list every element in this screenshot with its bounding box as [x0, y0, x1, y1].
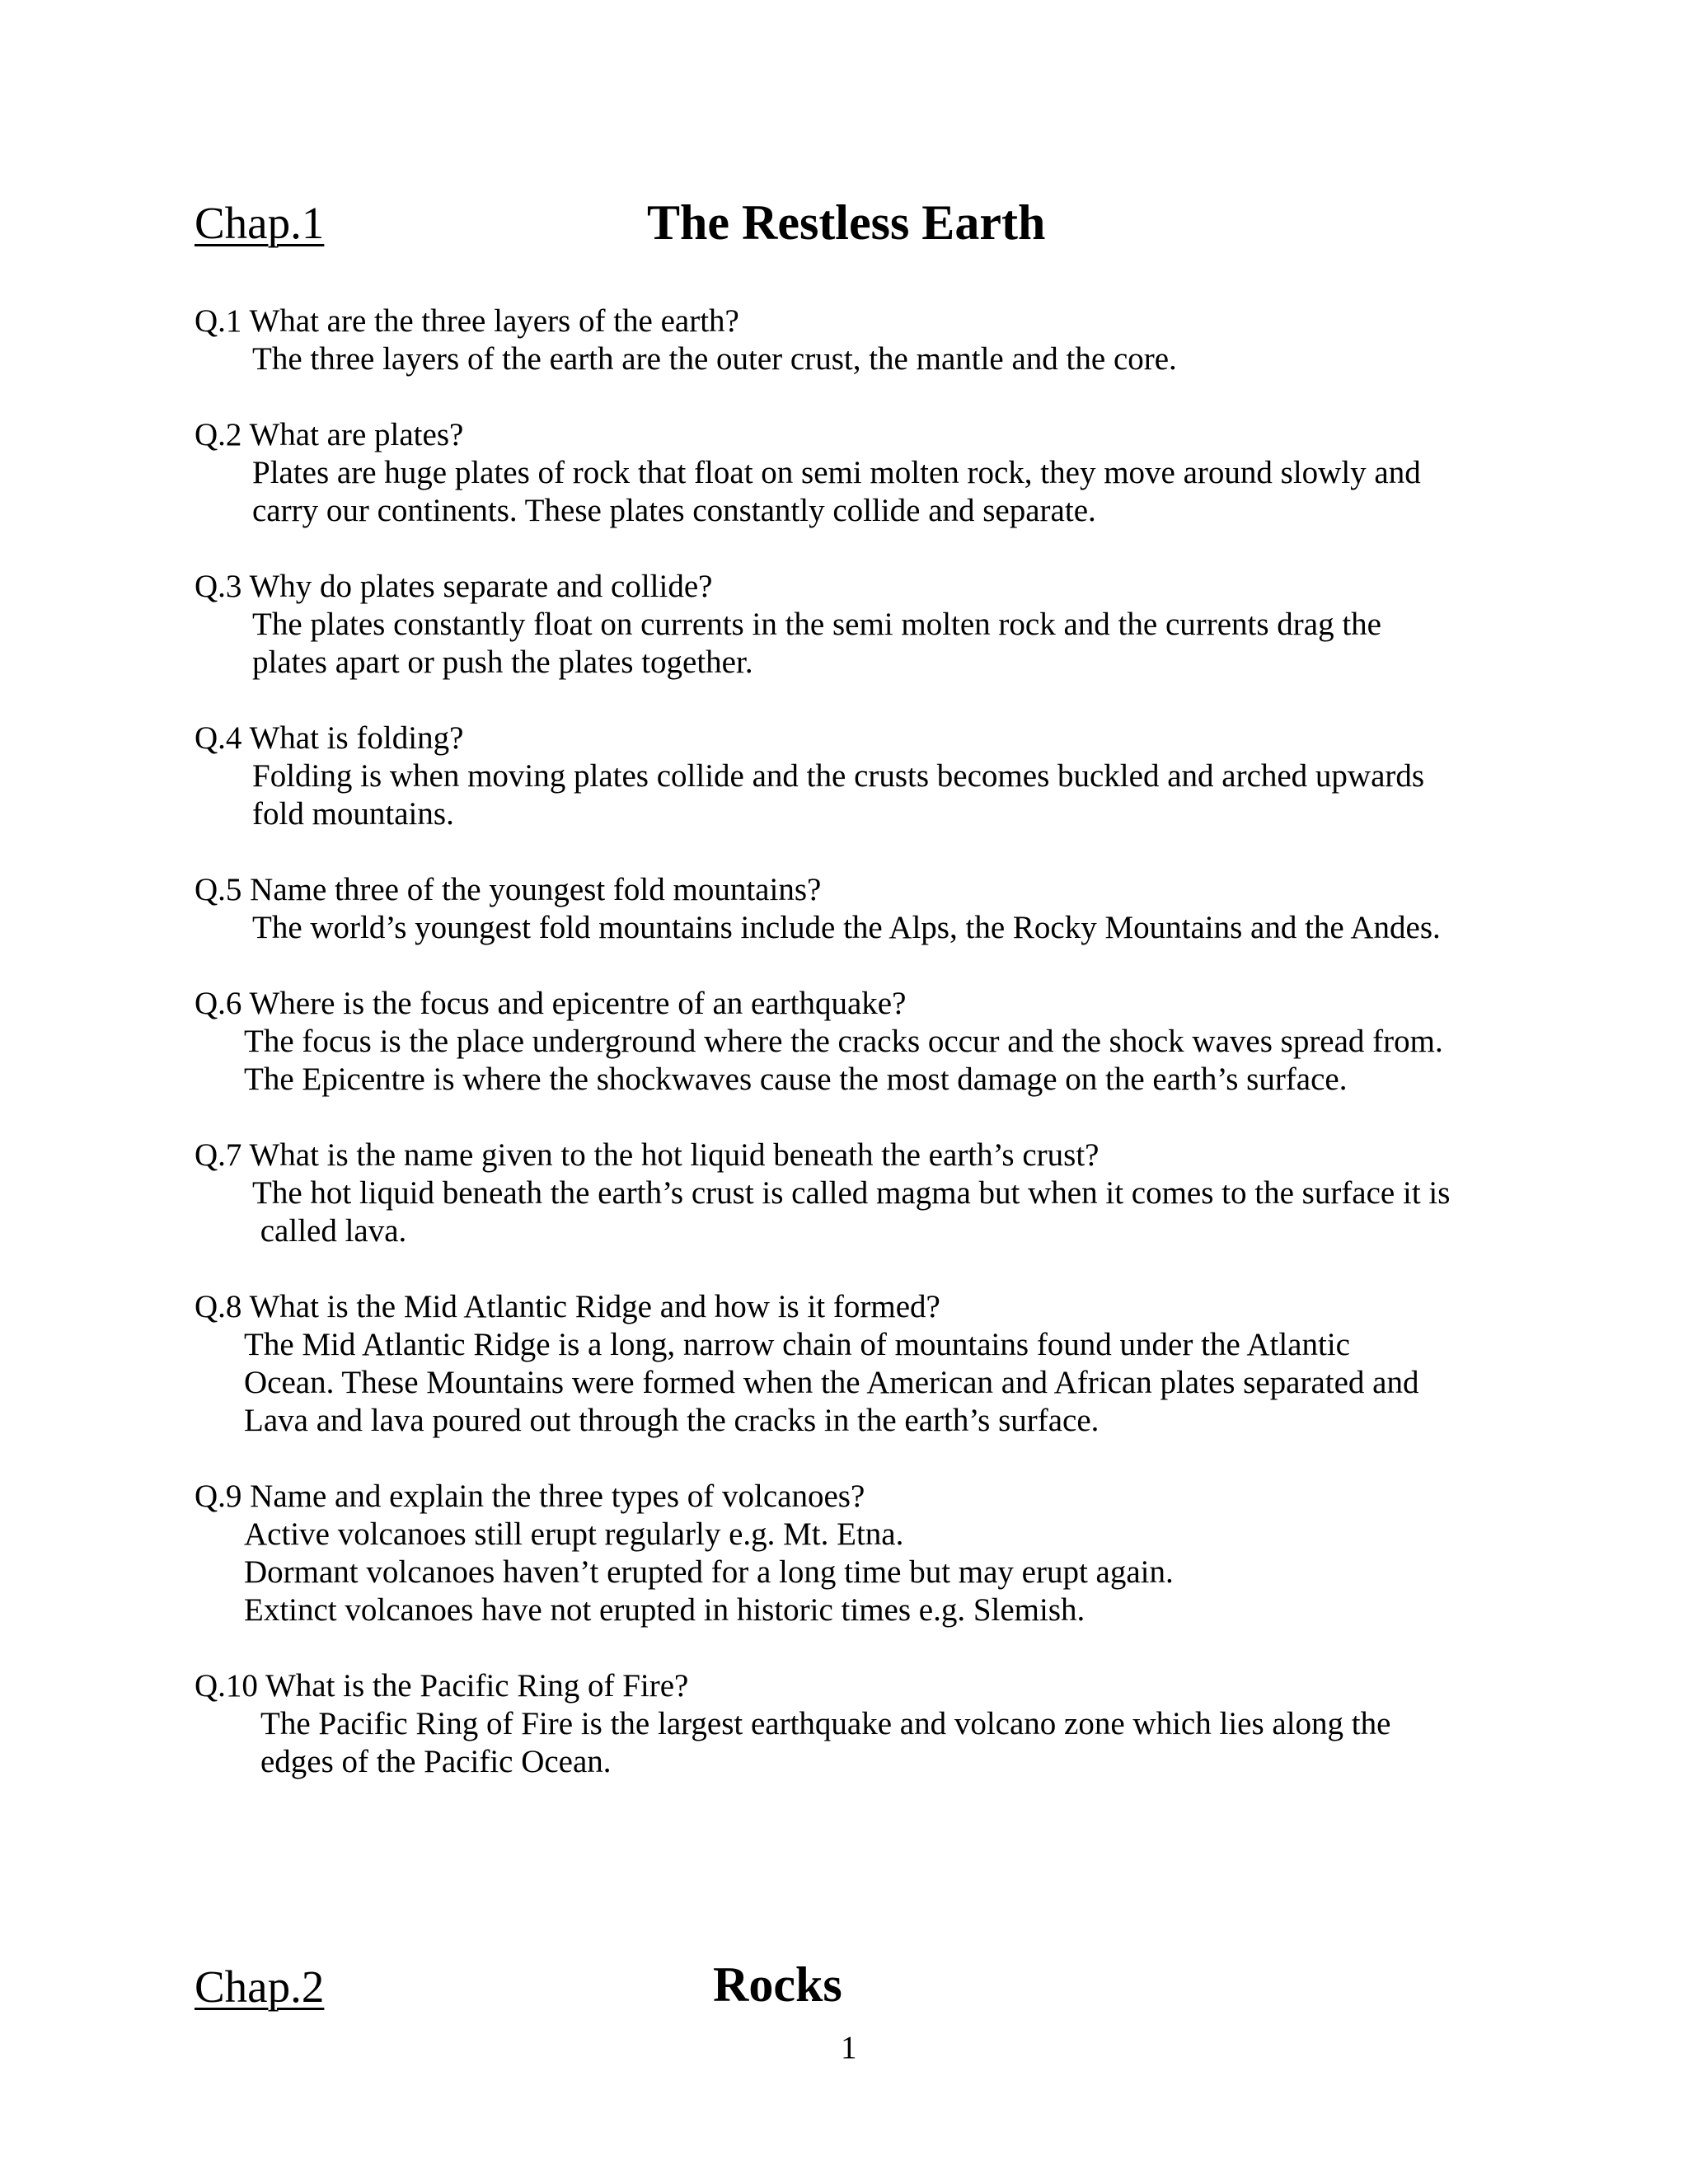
question-3: Q.3 Why do plates separate and collide? [195, 569, 713, 604]
qa-item-6 [195, 985, 1530, 1099]
qa-item-9 [195, 1478, 1530, 1629]
page-number: 1 [841, 2030, 857, 2065]
qa-item-4 [195, 719, 1530, 833]
answer-4-line-1: Folding is when moving plates collide and the crusts becomes buckled and arched upwards [252, 758, 1425, 794]
answer-1-line-1: The three layers of the earth are the outer crust, the mantle and the core. [252, 341, 1177, 377]
chapter-2-label: Chap.2 [195, 1961, 325, 2012]
qa-item-8 [195, 1288, 1530, 1440]
answer-3-line-1: The plates constantly float on currents in the semi molten rock and the currents drag the [252, 607, 1381, 642]
question-2: Q.2 What are plates? [195, 417, 464, 452]
question-10: Q.10 What is the Pacific Ring of Fire? [195, 1668, 689, 1704]
qa-item-2 [195, 416, 1530, 530]
answer-7-line-2: called lava. [252, 1213, 407, 1249]
answer-10-line-1: The Pacific Ring of Fire is the largest earthquake and volcano zone which lies along the [260, 1706, 1391, 1741]
answer-8-line-2: Ocean. These Mountains were formed when the American and African plates separated and [244, 1365, 1419, 1400]
answer-6-line-1: The focus is the place underground where the cracks occur and the shock waves spread from. [244, 1024, 1443, 1059]
qa-item-1 [195, 302, 1530, 378]
answer-3-line-2: plates apart or push the plates together. [252, 644, 753, 680]
answer-6-line-2: The Epicentre is where the shockwaves cause the most damage on the earth’s surface. [244, 1062, 1348, 1097]
question-answer-list [195, 302, 1530, 1819]
answer-2-line-2: carry our continents. These plates constantly collide and separate. [252, 493, 1096, 528]
question-6: Q.6 Where is the focus and epicentre of an earthquake? [195, 986, 907, 1021]
question-9: Q.9 Name and explain the three types of volcanoes? [195, 1479, 865, 1514]
qa-item-5 [195, 871, 1530, 947]
question-8: Q.8 What is the Mid Atlantic Ridge and how is it formed? [195, 1289, 940, 1324]
answer-10-line-2: edges of the Pacific Ocean. [260, 1744, 612, 1779]
answer-2-line-1: Plates are huge plates of rock that float on semi molten rock, they move around slowly and [252, 455, 1421, 490]
qa-item-3 [195, 568, 1530, 682]
chapter-2-title: Rocks [713, 1957, 842, 2012]
answer-9-line-3: Extinct volcanoes have not erupted in historic times e.g. Slemish. [244, 1592, 1085, 1628]
question-5: Q.5 Name three of the youngest fold mountains? [195, 872, 822, 907]
answer-9-line-2: Dormant volcanoes haven’t erupted for a long time but may erupt again. [244, 1554, 1174, 1590]
question-4: Q.4 What is folding? [195, 720, 464, 756]
question-1: Q.1 What are the three layers of the earth? [195, 303, 739, 339]
answer-5-line-1: The world’s youngest fold mountains include the Alps, the Rocky Mountains and the Andes. [252, 910, 1441, 945]
answer-7-line-1: The hot liquid beneath the earth’s crust is called magma but when it comes to the surface it is [252, 1175, 1451, 1211]
question-7: Q.7 What is the name given to the hot liquid beneath the earth’s crust? [195, 1137, 1100, 1173]
qa-item-10 [195, 1667, 1530, 1781]
chapter-1-title: The Restless Earth [647, 195, 1046, 250]
answer-8-line-1: The Mid Atlantic Ridge is a long, narrow chain of mountains found under the Atlantic [244, 1327, 1350, 1362]
qa-item-7 [195, 1137, 1530, 1250]
answer-9-line-1: Active volcanoes still erupt regularly e.g. Mt. Etna. [244, 1516, 904, 1552]
chapter-1-label: Chap.1 [195, 198, 325, 248]
answer-8-line-3: Lava and lava poured out through the cracks in the earth’s surface. [244, 1403, 1100, 1438]
answer-4-line-2: fold mountains. [252, 796, 454, 832]
